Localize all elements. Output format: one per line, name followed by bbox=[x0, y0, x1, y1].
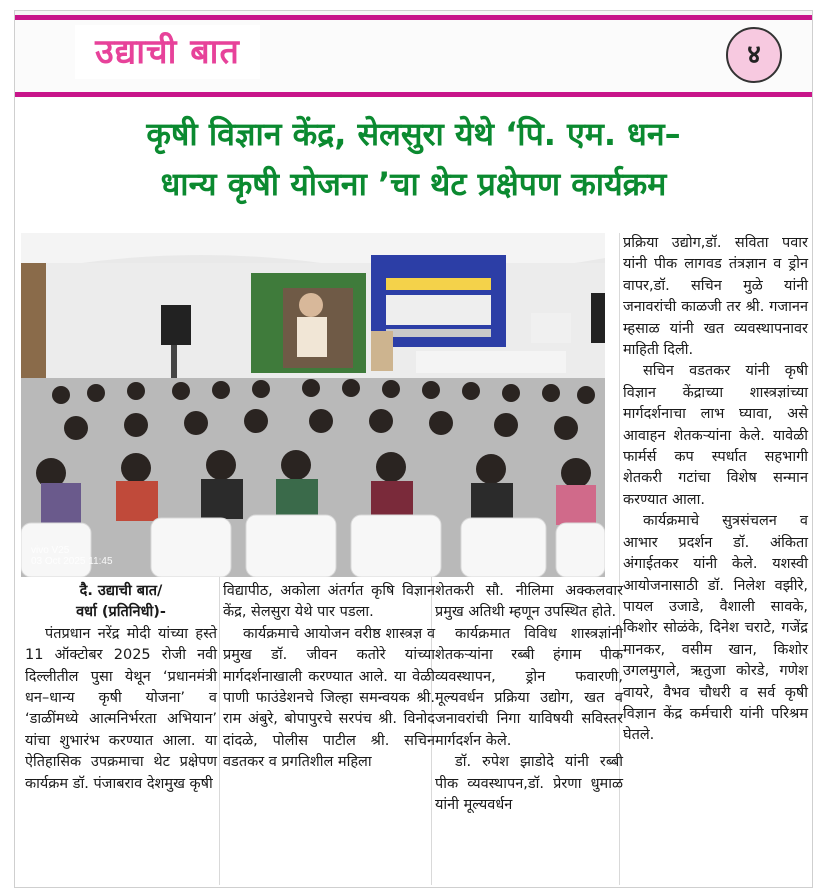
article-paragraph: शेतकरी सौ. नीलिमा अक्कलवार प्रमुख अतिथी म्हणून उपस्थित होते. bbox=[435, 583, 623, 621]
article-paragraph: डॉ. रुपेश झाडोदे यांनी रब्बी पीक व्यवस्थापन,डॉ. प्रेरणा धुमाळ यांनी मूल्यवर्धन bbox=[435, 754, 623, 814]
headline-line-1: कृषी विज्ञान केंद्र, सेलसुरा येथे ‘पि. एम. धन– bbox=[146, 115, 681, 153]
article-paragraph: कार्यक्रमाचे आयोजन वरीष्ठ शास्त्रज्ञ व प्रमुख डॉ. जीवन कतोरे यांच्या मार्गदर्शनाखाली करण्यात आले. या वेळी पाणी फाउंडेशनचे जिल्हा समन्वयक श्री. राम अंबुरे, बोपापुरचे सरपंच श्री. विनोद दांदळे, पोलीस पाटील श्री. सचिन वडतकर व प्रगतिशील महिला bbox=[223, 625, 435, 771]
newspaper-page bbox=[14, 10, 813, 888]
photo-watermark bbox=[31, 545, 113, 567]
newspaper-logo: उद्याची बात bbox=[75, 25, 260, 79]
watermark-timestamp: 03 Oct 2025 11:45 bbox=[31, 556, 113, 567]
dateline-place: वर्धा (प्रतिनिधी)- bbox=[76, 604, 166, 621]
article-column-3 bbox=[435, 581, 623, 816]
article-paragraph: पंतप्रधान नरेंद्र मोदी यांच्या हस्ते 11 ऑक्टोबर 2025 रोजी नवी दिल्लीतील पुसा येथून ‘प्रधानमंत्री धन–धान्य कृषी योजना’ व ‘डाळींमध्ये आत्मनिर्भरता अभियान’ यांचा शुभारंभ करण्यात आला. या ऐतिहासिक उपक्रमाचा थेट प्रक्षेपण कार्यक्रम डॉ. पंजाबराव देशमुख कृषी bbox=[25, 625, 217, 792]
article-paragraph: प्रक्रिया उद्योग,डॉ. सविता पवार यांनी पीक लागवड तंत्रज्ञान व ड्रोन वापर,डॉ. सचिन मुळे यांनी जनावरांची काळजी तर श्री. गजानन म्हसाळ यांनी खत व्यवस्थापनावर माहिती दिली. bbox=[623, 235, 808, 359]
watermark-device: vivo V25 bbox=[31, 545, 70, 556]
page-header bbox=[15, 11, 812, 91]
article-column-2 bbox=[223, 581, 435, 774]
page-number-badge: ४ bbox=[726, 27, 782, 83]
article-paragraph: विद्यापीठ, अकोला अंतर्गत कृषि विज्ञान केंद्र, सेलसुरा येथे पार पडला. bbox=[223, 583, 435, 621]
article-paragraph: कार्यक्रमात विविध शास्त्रज्ञांनी शेतकऱ्यांना रब्बी हंगाम पीक व्यवस्थापन, ड्रोन फवारणी, मूल्यवर्धन प्रक्रिया उद्योग, खत व जनावरांची निगा याविषयी सविस्तर मार्गदर्शन केले. bbox=[435, 625, 623, 749]
article-paragraph: कार्यक्रमाचे सुत्रसंचलन व आभार प्रदर्शन डॉ. अंकिता अंगाईतकर यांनी केले. यशस्वी आयोजनासाठी डॉ. निलेश वझीरे, पायल उजाडे, वैशाली सावके, किशोर सोळंके, दिनेश चराटे, गजेंद्र मानकर, वसीम खान, किशोर उगलमुगले, ऋतुजा कोरडे, गणेश वायरे, वैभव चौधरी व सर्व कृषी विज्ञान केंद्र कर्मचारी यांनी परिश्रम घेतले. bbox=[623, 513, 808, 744]
article-column-4 bbox=[623, 233, 808, 747]
dateline-source: दै. उद्याची बात/ bbox=[79, 583, 163, 599]
article-paragraph: सचिन वडतकर यांनी कृषी विज्ञान केंद्राच्या शास्त्रज्ञांच्या मार्गदर्शनाचा लाभ घ्यावा, असे आवाहन शेतकऱ्यांना केले. यावेळी फार्मर्स कप स्पर्धात सहभागी शेतकरी गटांचा विशेष सन्मान करण्यात आला. bbox=[623, 363, 808, 508]
event-photo-illustration bbox=[21, 233, 605, 577]
headline bbox=[15, 109, 812, 209]
event-photo bbox=[21, 233, 605, 577]
article-column-1 bbox=[25, 581, 217, 795]
column-rule bbox=[219, 577, 220, 885]
headline-line-2: धान्य कृषी योजना ’चा थेट प्रक्षेपण कार्यक्रम bbox=[160, 165, 667, 203]
